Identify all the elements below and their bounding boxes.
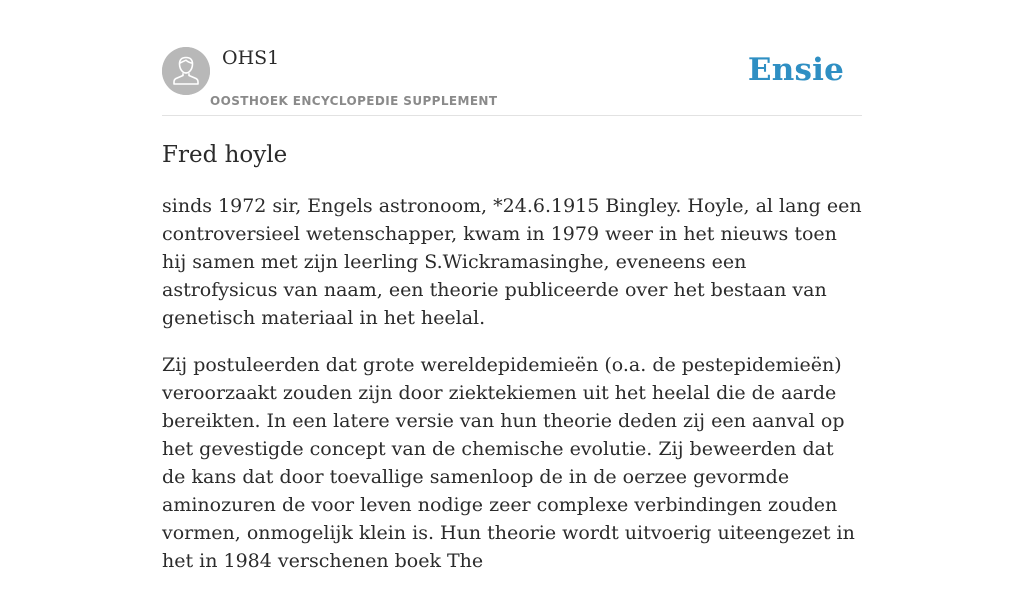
paragraph-2: Zij postuleerden dat grote wereldepidemieën (o.a. de pestepidemieën) veroorzaakt zouden zijn door ziektekiemen uit het heelal die de aarde bereikten. In een latere versie van hun theorie deden zij een aanval op het gevestigde concept van de chemische evolutie. Zij beweerden dat de kans dat door toevallige samenloop de in de oerzee gevormde aminozuren de voor leven nodige zeer complexe verbindingen zouden vormen, onmogelijk klein is. Hun theorie wordt uitvoerig uiteengezet in het in 1984 verschenen boek The [162, 354, 855, 572]
header [162, 0, 862, 116]
paragraph-1: sinds 1972 sir, Engels astronoom, *24.6.1915 Bingley. Hoyle, al lang een controversieel wetenschapper, kwam in 1979 weer in het nieuws toen hij samen met zijn leerling S.Wickramasinghe, eveneens een astrofysicus van naam, een theorie publiceerde over het bestaan van genetisch materiaal in het heelal. [162, 195, 862, 329]
page [162, 0, 862, 572]
avatar[interactable] [162, 47, 210, 95]
user-icon [162, 47, 210, 95]
source-label[interactable]: OOSTHOEK ENCYCLOPEDIE SUPPLEMENT [210, 94, 498, 108]
article-title: Fred hoyle [162, 142, 288, 168]
author-name[interactable]: OHS1 [222, 47, 280, 69]
article-body [162, 192, 862, 594]
ensie-logo[interactable]: Ensie [747, 52, 844, 88]
